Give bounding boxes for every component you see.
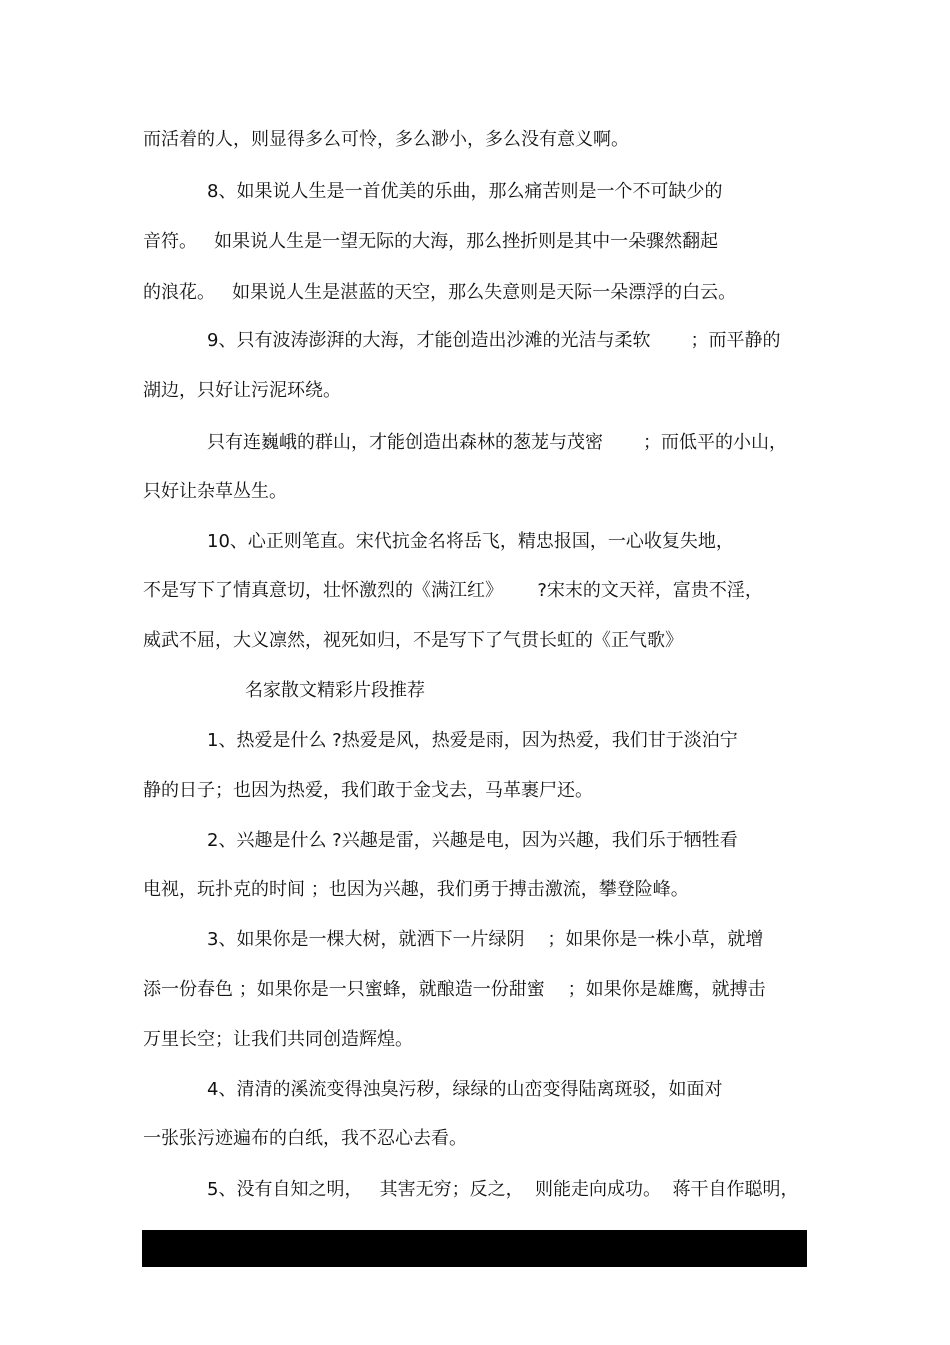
- section-heading: 名家散文精彩片段推荐: [245, 680, 425, 701]
- text-line: 1、热爱是什么 ?热爱是风，热爱是雨，因为热爱，我们甘于淡泊宁: [207, 730, 738, 751]
- text-line: 不是写下了情真意切，壮怀激烈的《满江红》 ?宋末的文天祥，富贵不淫，: [143, 580, 763, 601]
- text-line: 5、没有自知之明， 其害无穷；反之， 则能走向成功。 蒋干自作聪明，: [207, 1179, 799, 1200]
- text-line: 而活着的人，则显得多么可怜，多么渺小，多么没有意义啊。: [143, 129, 629, 150]
- text-line: 只好让杂草丛生。: [143, 481, 287, 502]
- text-line: 音符。 如果说人生是一望无际的大海，那么挫折则是其中一朵骤然翻起: [143, 231, 719, 252]
- text-line: 静的日子；也因为热爱，我们敢于金戈去，马革裹尸还。: [143, 780, 593, 801]
- text-line: 万里长空；让我们共同创造辉煌。: [143, 1029, 413, 1050]
- text-line: 湖边，只好让污泥环绕。: [143, 380, 341, 401]
- text-line: 10、心正则笔直。宋代抗金名将岳飞，精忠报国，一心收复失地，: [207, 531, 734, 552]
- text-line: 添一份春色 ；如果你是一只蜜蜂，就酿造一份甜蜜 ；如果你是雄鹰，就搏击: [143, 979, 766, 1000]
- text-line: 一张张污迹遍布的白纸，我不忍心去看。: [143, 1128, 467, 1149]
- text-line: 2、兴趣是什么 ?兴趣是雷，兴趣是电，因为兴趣，我们乐于牺牲看: [207, 830, 738, 851]
- text-line: 4、清清的溪流变得浊臭污秽，绿绿的山峦变得陆离斑驳，如面对: [207, 1079, 723, 1100]
- text-line: 8、如果说人生是一首优美的乐曲，那么痛苦则是一个不可缺少的: [207, 181, 723, 202]
- text-line: 的浪花。 如果说人生是湛蓝的天空，那么失意则是天际一朵漂浮的白云。: [143, 282, 737, 303]
- text-line: 只有连巍峨的群山，才能创造出森林的葱茏与茂密 ；而低平的小山，: [207, 432, 788, 453]
- text-line: 威武不屈，大义凛然，视死如归，不是写下了气贯长虹的《正气歌》: [143, 630, 683, 651]
- footer-black-bar: [142, 1230, 807, 1267]
- text-line: 3、如果你是一棵大树，就洒下一片绿阴 ；如果你是一株小草，就增: [207, 929, 764, 950]
- text-line: 电视，玩扑克的时间 ；也因为兴趣，我们勇于搏击激流，攀登险峰。: [143, 879, 689, 900]
- text-line: 9、只有波涛澎湃的大海，才能创造出沙滩的光洁与柔软 ；而平静的: [207, 330, 781, 351]
